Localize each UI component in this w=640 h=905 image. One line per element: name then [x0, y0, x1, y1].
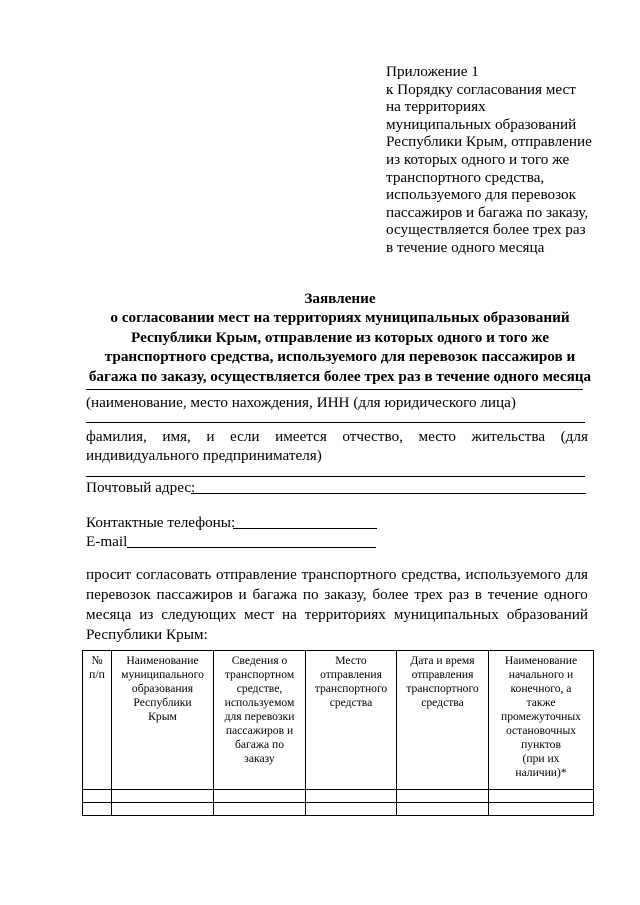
table-row: [83, 790, 594, 803]
request-word: транспортного: [301, 566, 397, 583]
request-word: для: [565, 566, 588, 583]
table-cell[interactable]: [397, 803, 489, 816]
fio-caption-line1: [86, 427, 588, 446]
column-header-line: Республики: [133, 696, 192, 709]
column-header-line: муниципального: [121, 668, 204, 681]
request-line: [86, 605, 588, 625]
column-header-line: Крым: [148, 710, 177, 723]
request-word: средства,: [401, 566, 461, 583]
request-word: заказу,: [324, 586, 367, 603]
email-field[interactable]: [127, 547, 376, 548]
phones-label: Контактные телефоны:: [86, 514, 236, 531]
column-header-line: (при их: [522, 752, 560, 765]
request-paragraph: [86, 565, 588, 645]
request-word: более: [372, 586, 409, 603]
request-word: и: [238, 586, 247, 603]
fio-word: и: [206, 428, 215, 445]
fio-word: фамилия,: [86, 428, 147, 445]
table-cell[interactable]: [214, 790, 306, 803]
request-word: в: [474, 586, 482, 603]
table-cell[interactable]: [83, 803, 112, 816]
appendix-line: пассажиров и багажа по заказу,: [386, 203, 589, 221]
title-line: о согласовании мест на территориях муниципальных образований: [110, 309, 570, 327]
table-cell[interactable]: [83, 790, 112, 803]
column-header-line: заказу: [244, 752, 275, 765]
column-header-line: транспортного: [406, 682, 479, 695]
fio-word: имя,: [162, 428, 191, 445]
column-header-line: №: [91, 654, 103, 667]
fio-caption-line2: индивидуального предпринимателя): [86, 447, 322, 464]
column-header-line: пунктов: [521, 738, 561, 751]
request-word: течение: [487, 586, 539, 603]
request-word: используемого: [465, 566, 561, 583]
request-word: раз: [448, 586, 469, 603]
request-line: [86, 585, 588, 605]
request-word: образований: [506, 606, 588, 623]
table-body: [83, 790, 594, 816]
request-word: багажа: [252, 586, 298, 603]
table-cell[interactable]: [306, 803, 397, 816]
column-header-line: Наименование: [126, 654, 199, 667]
fio-word: если: [229, 428, 260, 445]
request-word: отправление: [216, 566, 297, 583]
column-header-line: остановочных: [505, 724, 577, 737]
column-header-line: отправления: [411, 668, 474, 681]
table-cell[interactable]: [112, 790, 214, 803]
column-header-line: Место: [335, 654, 367, 667]
request-line: [86, 565, 588, 585]
column-header: [306, 651, 397, 790]
column-header-line: промежуточных: [501, 710, 581, 723]
title-line: багажа по заказу, осуществляется более трех раз в течение одного месяца: [88, 367, 592, 385]
appendix-line: осуществляется более трех раз: [386, 221, 586, 239]
column-header-line: Наименование: [504, 654, 578, 667]
fio-word: место: [418, 428, 456, 445]
title-line: транспортного средства, используемого для перевозок пассажиров и: [104, 348, 576, 366]
fio-word: имеется: [275, 428, 327, 445]
fio-word: жительства: [471, 428, 546, 445]
request-word: на: [282, 606, 297, 623]
request-word: одного: [543, 586, 588, 603]
request-word: следующих: [161, 606, 237, 623]
column-header-line: транспортного: [314, 682, 388, 695]
appendix-line: из которых одного и того же: [386, 150, 570, 168]
column-header-line: также: [526, 696, 556, 709]
table-cell[interactable]: [112, 803, 214, 816]
column-header: [397, 651, 489, 790]
column-header: [112, 651, 214, 790]
postal-address-field[interactable]: [191, 493, 586, 494]
column-header-line: конечного, а: [510, 682, 572, 695]
appendix-line: на территориях: [386, 98, 486, 116]
request-word: согласовать: [135, 566, 212, 583]
organization-fill-line[interactable]: [86, 389, 583, 390]
table-cell[interactable]: [489, 803, 594, 816]
email-label: E-mail: [86, 533, 128, 550]
table-header-row: [83, 651, 594, 790]
request-word: из: [139, 606, 154, 623]
request-word: муниципальных: [393, 606, 499, 623]
request-word: месяца: [86, 606, 132, 623]
phones-field[interactable]: [233, 528, 377, 529]
places-table: [82, 650, 594, 816]
appendix-line: Приложение 1: [386, 63, 479, 80]
request-line: Республики Крым:: [86, 626, 208, 643]
table-cell[interactable]: [489, 790, 594, 803]
column-header-line: начального и: [508, 668, 574, 681]
column-header-line: отправления: [320, 668, 382, 681]
column-header-line: средства: [329, 696, 373, 709]
fio-word: отчество,: [342, 428, 403, 445]
column-header-line: п/п: [89, 668, 105, 681]
column-header-line: багажа по: [234, 738, 284, 751]
postal-address-label: Почтовый адрес:: [86, 479, 196, 496]
column-header-line: Сведения о: [231, 654, 288, 667]
appendix-line: Республики Крым, отправление: [386, 133, 592, 151]
column-header-line: средстве,: [236, 682, 283, 695]
appendix-line: используемого для перевозок: [386, 186, 576, 204]
column-header: [489, 651, 594, 790]
request-word: перевозок: [86, 586, 151, 603]
appendix-line: к Порядку согласования мест: [386, 80, 576, 98]
request-word: территориях: [304, 606, 386, 623]
title-line: Республики Крым, отправление из которых одного и того же: [131, 328, 549, 346]
appendix-line: в течение одного месяца: [386, 238, 545, 256]
column-header-line: средства: [421, 696, 464, 709]
fio-word: (для: [560, 428, 588, 445]
column-header-line: Дата и время: [410, 654, 475, 667]
table-row: [83, 803, 594, 816]
column-header-line: транспортном: [224, 668, 295, 681]
title-heading: Заявление: [304, 290, 376, 307]
column-header-line: пассажиров и: [225, 724, 294, 737]
appendix-note: [386, 63, 616, 257]
appendix-line: транспортного средства,: [386, 168, 545, 186]
column-header: [214, 651, 306, 790]
request-word: трех: [414, 586, 443, 603]
blank-fill-line[interactable]: [86, 476, 585, 477]
request-word: пассажиров: [156, 586, 233, 603]
request-word: мест: [244, 606, 275, 623]
column-header-line: наличии)*: [515, 766, 567, 779]
organization-caption: (наименование, место нахождения, ИНН (для юридического лица): [86, 394, 516, 411]
request-word: просит: [86, 566, 132, 583]
table-cell[interactable]: [397, 790, 489, 803]
fio-caption: [86, 427, 588, 465]
application-title: [60, 289, 620, 386]
fio-fill-line[interactable]: [86, 422, 585, 423]
column-header-line: для перевозки: [224, 710, 295, 723]
appendix-line: муниципальных образований: [386, 115, 577, 133]
column-header: [83, 651, 112, 790]
column-header-line: используемом: [224, 696, 295, 709]
request-word: по: [302, 586, 319, 603]
column-header-line: образования: [131, 682, 194, 695]
table-cell[interactable]: [214, 803, 306, 816]
table-cell[interactable]: [306, 790, 397, 803]
